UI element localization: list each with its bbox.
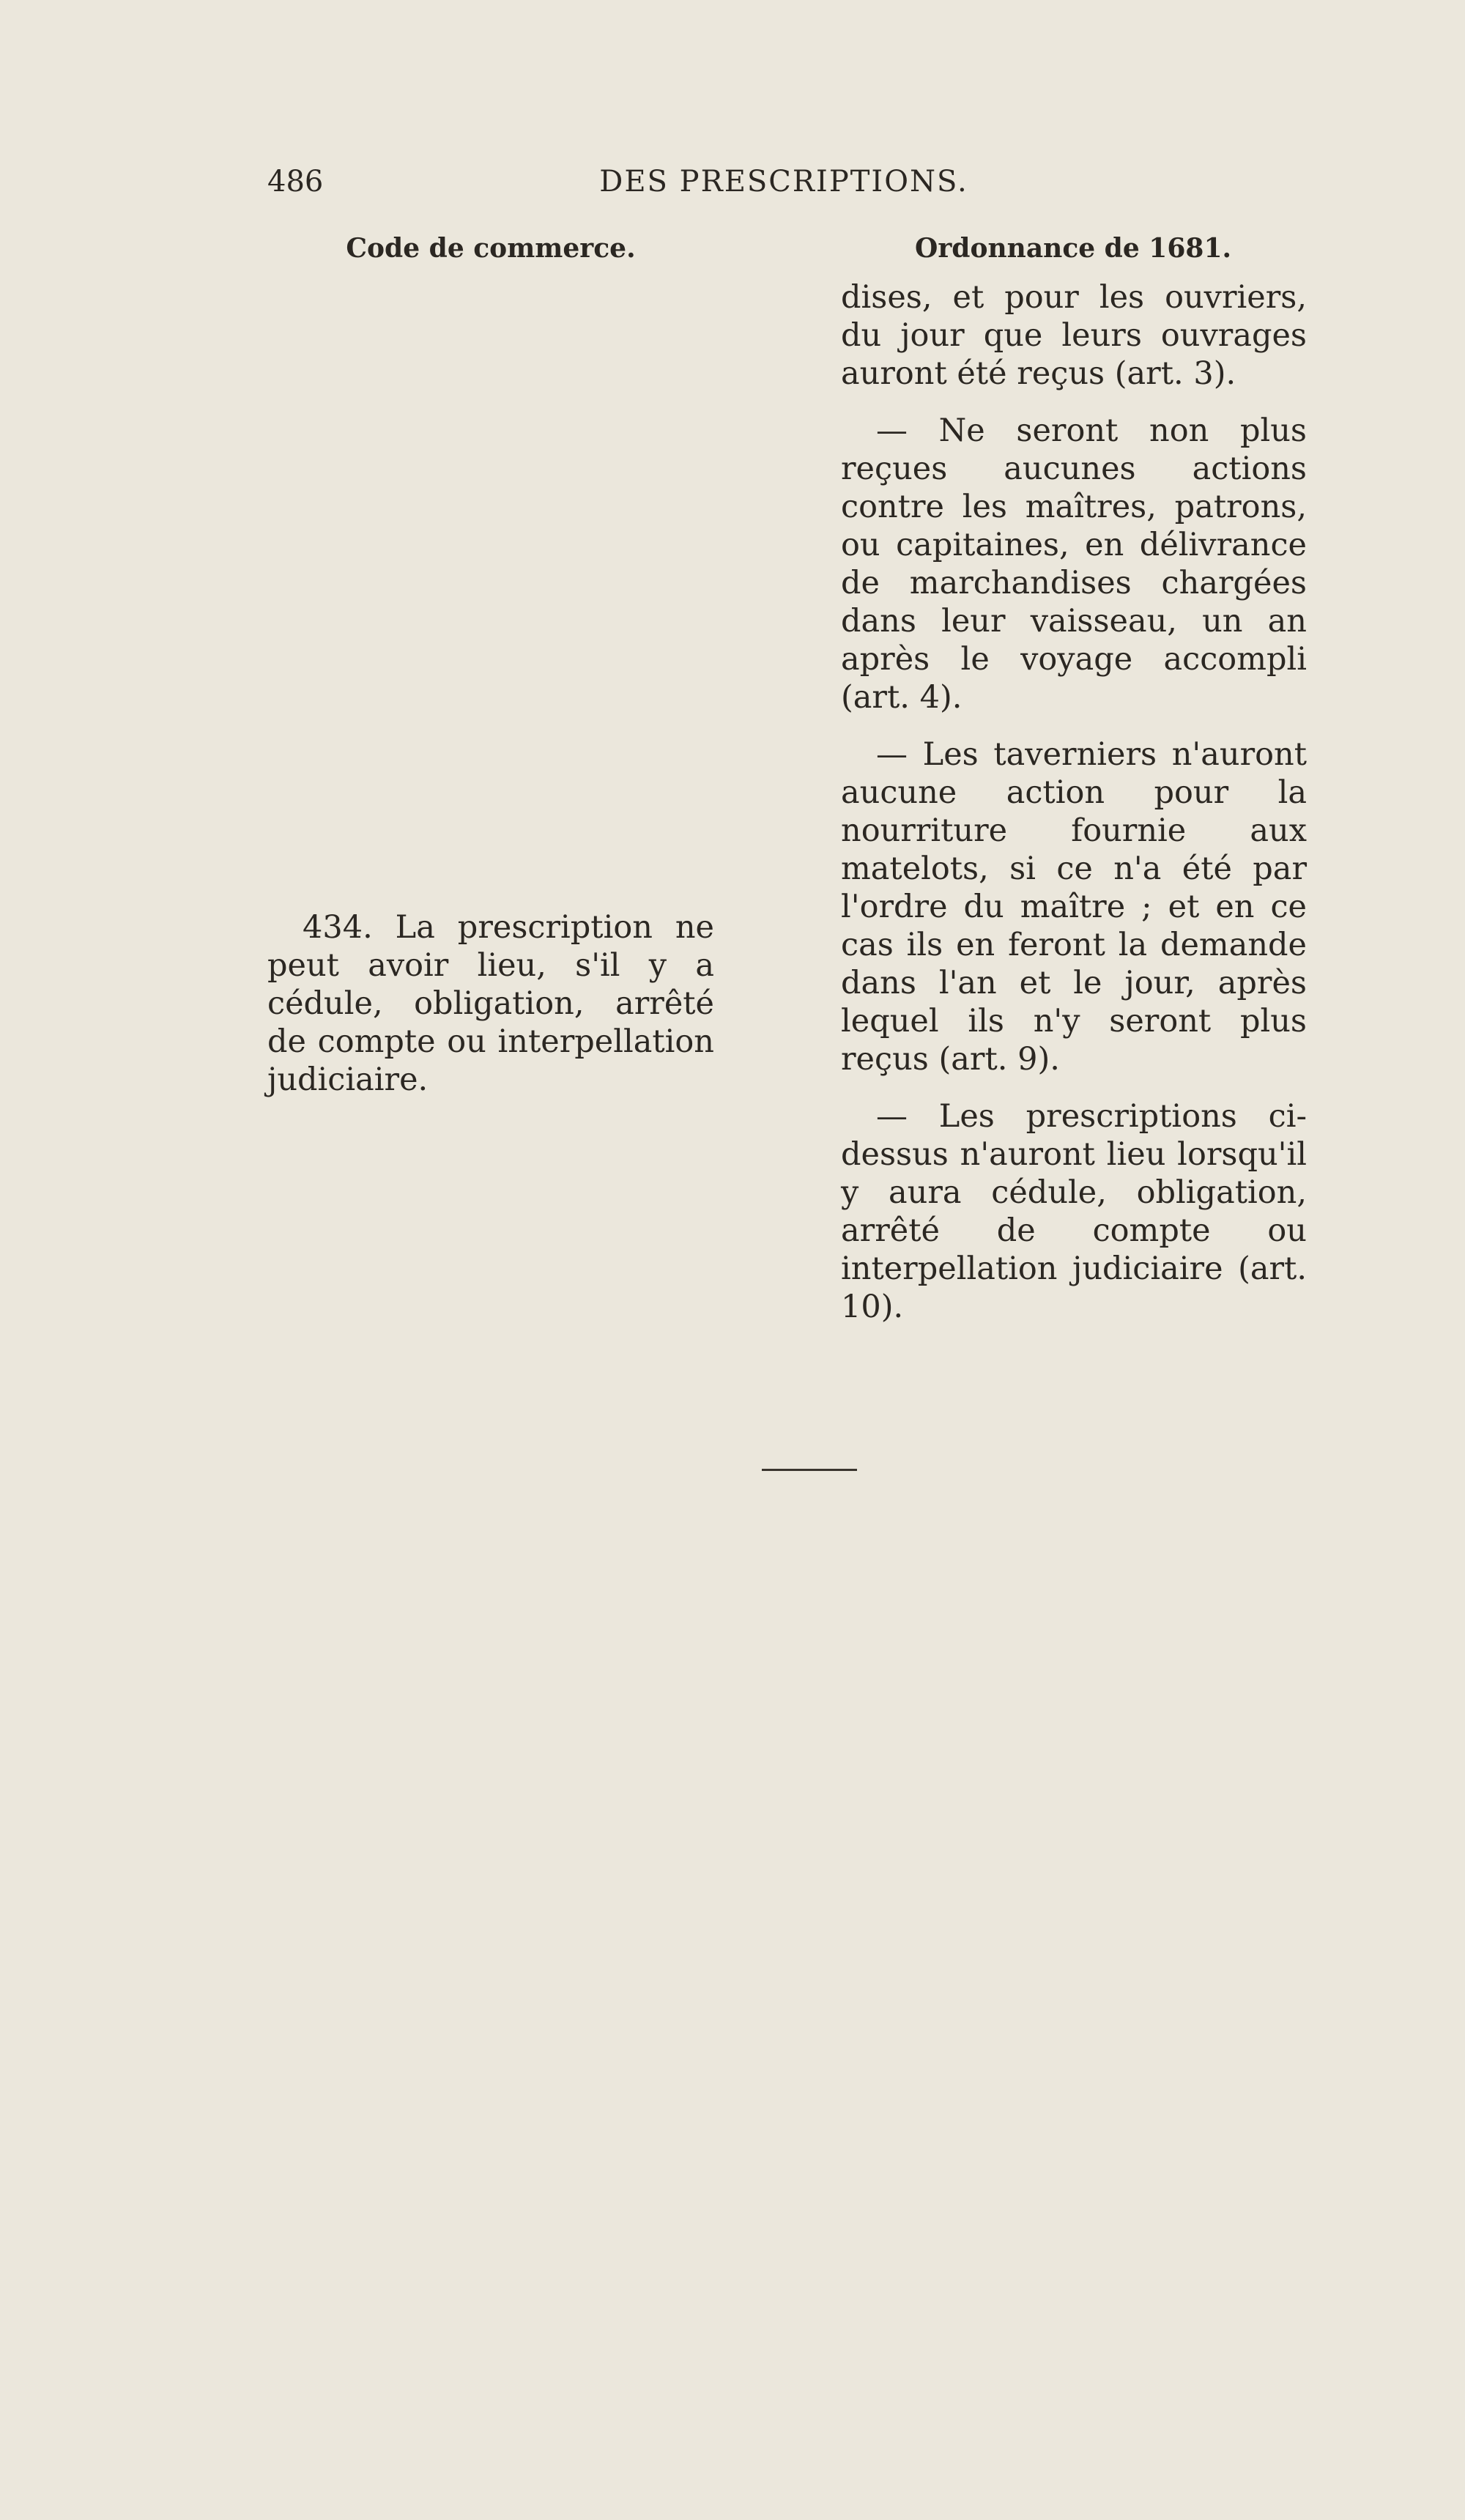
- article-434: 434. La prescription ne peut avoir lieu, s'il y a cédule, obligation, arrêté de compte ou interpellation judiciaire.: [267, 909, 714, 1098]
- right-column-heading: Ordonnance de 1681.: [914, 233, 1232, 264]
- section-divider: [762, 1469, 857, 1471]
- paragraph-art-9: — Les taverniers n'auront aucune action pour la nourriture fournie aux matelots, si ce n'a été par l'ordre du maître ; et en ce cas ils en feront la demande dans l'an et le jour, après lequel ils n'y seront plus reçus (art. 9).: [841, 736, 1307, 1078]
- left-column: [267, 908, 714, 1118]
- paragraph-art-10: — Les prescriptions ci-dessus n'auront lieu lorsqu'il y aura cédule, obligation, arrêté de compte ou interpellation judiciaire (art. 10).: [841, 1098, 1307, 1325]
- paragraph-art-4: — Ne seront non plus reçues aucunes actions contre les maîtres, patrons, ou capitaines, en délivrance de marchandises chargées dans leur vaisseau, un an après le voyage accompli (art. 4).: [841, 412, 1307, 716]
- right-column: [841, 278, 1307, 1345]
- page-header: [267, 165, 1300, 209]
- running-title: DES PRESCRIPTIONS.: [599, 165, 968, 199]
- paragraph-continuation: dises, et pour les ouvriers, du jour que leurs ouvrages auront été reçus (art. 3).: [841, 279, 1307, 392]
- page-number: 486: [267, 165, 324, 199]
- left-column-heading: Code de commerce.: [346, 233, 636, 264]
